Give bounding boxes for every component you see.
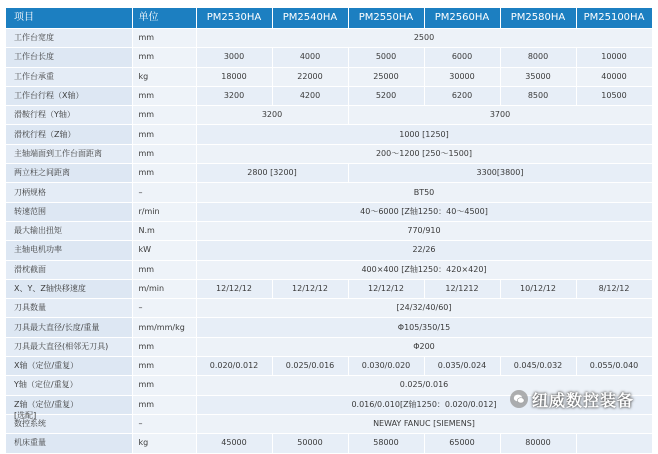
value-cell: 5000 — [348, 48, 424, 67]
row-unit: m/min — [132, 279, 196, 298]
table-row — [6, 279, 652, 298]
value-cell: 3000 — [196, 48, 272, 67]
watermark — [510, 384, 634, 414]
row-label: 工作台宽度 — [6, 29, 132, 48]
table-row — [6, 414, 652, 433]
value-cell: 50000 — [272, 434, 348, 453]
table-row — [6, 221, 652, 240]
header-model: PM2530HA — [196, 8, 272, 29]
value-cell: 5200 — [348, 86, 424, 105]
value-cell: 22/26 — [196, 241, 652, 260]
value-cell: 6200 — [424, 86, 500, 105]
value-cell: 12/12/12 — [196, 279, 272, 298]
row-label: 转速范围 — [6, 202, 132, 221]
value-cell: 1000 [1250] — [196, 125, 652, 144]
value-cell: 6000 — [424, 48, 500, 67]
row-unit: mm — [132, 376, 196, 395]
value-cell: 4200 — [272, 86, 348, 105]
row-unit: mm — [132, 86, 196, 105]
row-label: 滑枕截面 — [6, 260, 132, 279]
table-header-row — [6, 8, 652, 29]
table-row — [6, 106, 652, 125]
value-cell: 40～6000 [Z轴1250：40～4500] — [196, 202, 652, 221]
value-cell: 4000 — [272, 48, 348, 67]
table-row — [6, 299, 652, 318]
wechat-icon — [510, 390, 528, 408]
value-cell: 8/12/12 — [576, 279, 652, 298]
row-label: 最大输出扭矩 — [6, 221, 132, 240]
row-label: 刀具最大直径(相邻无刀具) — [6, 337, 132, 356]
value-cell: Φ105/350/15 — [196, 318, 652, 337]
header-item: 项目 — [6, 8, 132, 29]
row-label: 滑枕行程（Z轴） — [6, 125, 132, 144]
value-cell: 58000 — [348, 434, 424, 453]
header-model: PM2580HA — [500, 8, 576, 29]
table-row — [6, 86, 652, 105]
header-unit: 单位 — [132, 8, 196, 29]
row-label: 工作台长度 — [6, 48, 132, 67]
value-cell: 3300[3800] — [348, 164, 652, 183]
value-cell: 770/910 — [196, 221, 652, 240]
row-label: 刀柄规格 — [6, 183, 132, 202]
row-unit: mm — [132, 164, 196, 183]
row-unit: mm/mm/kg — [132, 318, 196, 337]
optional-footnote: [选配] — [14, 411, 37, 420]
row-label: 刀具数量 — [6, 299, 132, 318]
row-label: 工作台行程（X轴） — [6, 86, 132, 105]
row-label: 数控系统 — [6, 414, 132, 433]
value-cell: 35000 — [500, 67, 576, 86]
row-unit: kW — [132, 241, 196, 260]
row-unit: mm — [132, 260, 196, 279]
row-unit: – — [132, 299, 196, 318]
value-cell: NEWAY FANUC [SIEMENS] — [196, 414, 652, 433]
value-cell: 0.016/0.010[Z轴1250：0.020/0.012] — [196, 395, 652, 414]
value-cell: 0.020/0.012 — [196, 357, 272, 376]
row-label: X、Y、Z轴快移速度 — [6, 279, 132, 298]
table-row — [6, 67, 652, 86]
value-cell: 65000 — [424, 434, 500, 453]
row-label: Z轴（定位/重复） — [6, 395, 132, 414]
value-cell: 25000 — [348, 67, 424, 86]
table-row — [6, 144, 652, 163]
row-unit: N.m — [132, 221, 196, 240]
value-cell: 0.035/0.024 — [424, 357, 500, 376]
value-cell: 400×400 [Z轴1250：420×420] — [196, 260, 652, 279]
table-row — [6, 29, 652, 48]
header-model: PM2540HA — [272, 8, 348, 29]
table-row — [6, 125, 652, 144]
value-cell: 3200 — [196, 106, 348, 125]
row-label: Y轴（定位/重复） — [6, 376, 132, 395]
watermark-text: 纽威数控装备 — [532, 390, 635, 410]
row-label: 主轴电机功率 — [6, 241, 132, 260]
value-cell: 10/12/12 — [500, 279, 576, 298]
value-cell: 12/12/12 — [272, 279, 348, 298]
row-label: X轴（定位/重复） — [6, 357, 132, 376]
row-unit: – — [132, 183, 196, 202]
value-cell: 200～1200 [250～1500] — [196, 144, 652, 163]
value-cell: 3700 — [348, 106, 652, 125]
row-unit: – — [132, 414, 196, 433]
row-unit: kg — [132, 67, 196, 86]
row-unit: mm — [132, 395, 196, 414]
row-unit: mm — [132, 48, 196, 67]
value-cell: 0.025/0.016 — [272, 357, 348, 376]
value-cell: 0.055/0.040 — [576, 357, 652, 376]
header-model: PM25100HA — [576, 8, 652, 29]
value-cell: 2800 [3200] — [196, 164, 348, 183]
value-cell: 0.030/0.020 — [348, 357, 424, 376]
value-cell: 12/12/12 — [348, 279, 424, 298]
row-unit: mm — [132, 144, 196, 163]
value-cell: 2500 — [196, 29, 652, 48]
row-unit: mm — [132, 357, 196, 376]
table-row — [6, 183, 652, 202]
table-row — [6, 260, 652, 279]
table-row — [6, 337, 652, 356]
row-unit: r/min — [132, 202, 196, 221]
table-row — [6, 48, 652, 67]
table-row — [6, 164, 652, 183]
header-model: PM2560HA — [424, 8, 500, 29]
row-unit: mm — [132, 29, 196, 48]
row-label: 两立柱之间距离 — [6, 164, 132, 183]
value-cell: 80000 — [500, 434, 576, 453]
row-label: 滑鞍行程（Y轴） — [6, 106, 132, 125]
row-unit: mm — [132, 125, 196, 144]
row-label: 工作台承重 — [6, 67, 132, 86]
row-label: 刀具最大直径/长度/重量 — [6, 318, 132, 337]
value-cell — [576, 434, 652, 453]
value-cell: 18000 — [196, 67, 272, 86]
row-label: 机床重量 — [6, 434, 132, 453]
value-cell: 0.025/0.016 — [196, 376, 652, 395]
value-cell: BT50 — [196, 183, 652, 202]
value-cell: 30000 — [424, 67, 500, 86]
value-cell: 10500 — [576, 86, 652, 105]
row-unit: mm — [132, 106, 196, 125]
table-row — [6, 357, 652, 376]
row-label: 主轴端面到工作台面距离 — [6, 144, 132, 163]
row-unit: kg — [132, 434, 196, 453]
value-cell: 40000 — [576, 67, 652, 86]
value-cell: 45000 — [196, 434, 272, 453]
value-cell: Φ200 — [196, 337, 652, 356]
value-cell: 0.045/0.032 — [500, 357, 576, 376]
value-cell: 3200 — [196, 86, 272, 105]
table-row — [6, 202, 652, 221]
row-unit: mm — [132, 337, 196, 356]
table-row — [6, 318, 652, 337]
value-cell: 8500 — [500, 86, 576, 105]
value-cell: 10000 — [576, 48, 652, 67]
table-row — [6, 241, 652, 260]
value-cell: 12/1212 — [424, 279, 500, 298]
table-row — [6, 434, 652, 453]
value-cell: [24/32/40/60] — [196, 299, 652, 318]
value-cell: 22000 — [272, 67, 348, 86]
value-cell: 8000 — [500, 48, 576, 67]
header-model: PM2550HA — [348, 8, 424, 29]
